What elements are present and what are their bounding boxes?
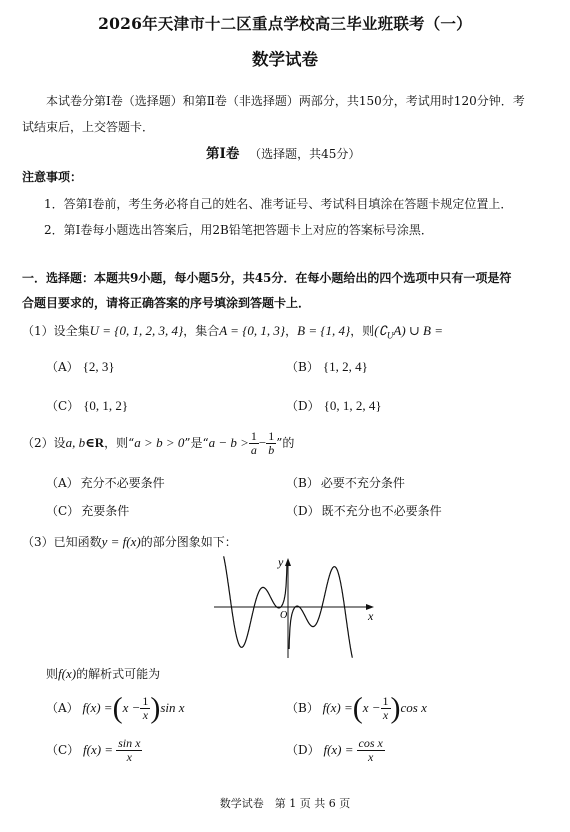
q1-expr-sub: U — [386, 330, 394, 341]
q3-ask-function: f(x) — [58, 666, 77, 681]
q1-text-c: ， — [285, 324, 298, 338]
q2-fraction-1-den: a — [250, 443, 257, 457]
q3-option-d-num: cos x — [358, 736, 383, 750]
q1-option-b-label: （B） — [286, 360, 319, 374]
q2-option-b-label: （B） — [286, 476, 319, 490]
q2-minus: − — [258, 435, 267, 450]
q3-option-c-num: sin x — [118, 736, 141, 750]
q3-option-a-num: 1 — [142, 694, 149, 708]
q2-option-a-text: 充分不必要条件 — [80, 476, 165, 490]
q2-fraction-1 — [249, 430, 259, 457]
section1-line-1: 一．选择题：本题共9小题，每小题5分，共45分．在每小题给出的四个选项中只有一项是符 — [22, 271, 512, 285]
q1-text-b: ，集合 — [183, 324, 220, 338]
q1-option-c-text: {0, 1, 2} — [83, 398, 129, 413]
q3-option-c-lhs: f(x) = — [83, 742, 114, 757]
q3-option-a-den: x — [142, 708, 149, 722]
q2-fraction-2 — [266, 430, 276, 457]
q2-fraction-2-den: b — [268, 443, 275, 457]
q2-option-b-text: 必要不充分条件 — [320, 476, 405, 490]
q3-option-b[interactable] — [286, 692, 427, 724]
q3-option-c-den: x — [126, 750, 132, 764]
q2-fraction-2-num: 1 — [268, 429, 275, 443]
q2-stem — [22, 430, 294, 457]
q1-option-c-label: （C） — [46, 399, 80, 413]
q2-text-c: ”是“ — [184, 436, 209, 450]
q1-option-c[interactable] — [46, 397, 128, 414]
y-axis-label: y — [278, 555, 284, 569]
q3-option-b-post: cos x — [400, 700, 427, 715]
q3-option-a[interactable] — [46, 692, 185, 724]
q2-text-b: ，则“ — [104, 436, 135, 450]
q3-function-graph — [208, 552, 380, 662]
q3-stem — [22, 533, 237, 550]
q3-option-d-lhs: f(x) = — [323, 742, 354, 757]
q1-stem — [22, 322, 443, 341]
q3-ask-b: 的解析式可能为 — [76, 667, 161, 681]
page-footer: 数学试卷 第 1 页 共 6 页 — [219, 797, 351, 810]
q1-option-d-label: （D） — [286, 399, 320, 413]
q2-fraction-1-num: 1 — [250, 429, 257, 443]
q3-option-a-fraction — [140, 695, 150, 722]
q3-option-d-fraction — [357, 737, 385, 764]
q2-text-d: ”的 — [276, 436, 295, 450]
notes-title: 注意事项： — [22, 170, 83, 184]
origin-label: O — [280, 610, 288, 621]
q1-option-b[interactable] — [286, 358, 368, 375]
q3-option-a-lhs: f(x) = — [82, 700, 113, 715]
q3-option-d-den: x — [368, 750, 374, 764]
q3-option-b-rparen: ) — [390, 691, 401, 725]
section1-line-2: 合题目要求的，请将正确答案的序号填涂到答题卡上． — [22, 296, 311, 310]
q2-option-a-label: （A） — [46, 476, 79, 490]
q3-ask-a: 则 — [46, 667, 59, 681]
q3-ask — [46, 665, 160, 682]
q2-option-d-text: 既不充分也不必要条件 — [321, 504, 442, 518]
q2-option-c[interactable] — [46, 502, 129, 519]
intro-line-2: 试结束后，上交答题卡． — [22, 120, 155, 134]
q3-option-b-den: x — [382, 708, 389, 722]
q3-option-b-label: （B） — [286, 701, 319, 715]
q3-option-a-post: sin x — [160, 700, 185, 715]
notes-item-2: 2．第Ⅰ卷每小题选出答案后，用2B铅笔把答题卡上对应的答案标号涂黑． — [44, 223, 433, 237]
exam-title: 2026年天津市十二区重点学校高三毕业班联考（一） — [98, 14, 472, 33]
q3-option-b-fraction — [381, 695, 391, 722]
q2-number: （2）设 — [22, 436, 66, 450]
q3-option-d-label: （D） — [286, 743, 320, 757]
q3-option-a-rparen: ) — [150, 691, 161, 725]
q3-option-c-label: （C） — [46, 743, 80, 757]
q3-option-a-pre: x − — [122, 700, 141, 715]
q2-option-a[interactable] — [46, 474, 165, 491]
q2-condition-1: a > b > 0 — [134, 435, 185, 450]
y-axis-arrow — [285, 558, 291, 566]
q3-number: （3）已知函数 — [22, 535, 102, 549]
q1-universal-set: U = {0, 1, 2, 3, 4} — [89, 323, 184, 338]
q1-text-d: ，则 — [350, 324, 375, 338]
q3-option-c[interactable] — [46, 734, 142, 766]
q2-vars: a, b — [65, 435, 86, 450]
q3-option-a-lparen: ( — [112, 691, 123, 725]
q2-option-d[interactable] — [286, 502, 442, 519]
intro-line-1: 本试卷分第Ⅰ卷（选择题）和第Ⅱ卷（非选择题）两部分，共150分，考试用时120分钟．考 — [46, 94, 525, 108]
q2-option-c-text: 充要条件 — [81, 504, 130, 518]
q2-option-c-label: （C） — [46, 504, 80, 518]
part1-heading: 第Ⅰ卷 — [206, 146, 240, 162]
q3-option-b-pre: x − — [362, 700, 381, 715]
q2-condition-2: a − b > — [208, 435, 249, 450]
q1-option-a-text: {2, 3} — [82, 359, 115, 374]
q1-option-a-label: （A） — [46, 360, 79, 374]
x-axis-label: x — [368, 609, 374, 623]
q1-set-b: B = {1, 4} — [297, 323, 351, 338]
q3-option-b-lparen: ( — [352, 691, 363, 725]
part1-heading-row — [206, 142, 360, 162]
notes-item-1: 1．答第Ⅰ卷前，考生务必将自己的姓名、准考证号、考试科目填涂在答题卡规定位置上． — [44, 197, 513, 211]
exam-subtitle: 数学试卷 — [252, 50, 318, 69]
q3-option-d[interactable] — [286, 734, 385, 766]
q1-expr-head: (∁ — [374, 323, 387, 338]
q1-expr-tail: A) ∪ B = — [393, 323, 444, 338]
q3-option-c-fraction — [116, 737, 142, 764]
q3-option-a-label: （A） — [46, 701, 79, 715]
q3-function: y = f(x) — [101, 534, 141, 549]
q1-number: （1）设全集 — [22, 324, 90, 338]
q1-option-a[interactable] — [46, 358, 115, 375]
q1-option-b-text: {1, 2, 4} — [322, 359, 368, 374]
q1-option-d-text: {0, 1, 2, 4} — [323, 398, 382, 413]
part1-heading-note: （选择题，共45分） — [249, 147, 361, 161]
q2-real-set: ∈R — [85, 435, 105, 450]
q1-set-a: A = {0, 1, 3} — [219, 323, 286, 338]
q2-option-d-label: （D） — [286, 504, 320, 518]
q2-option-b[interactable] — [286, 474, 405, 491]
q3-option-b-num: 1 — [382, 694, 389, 708]
q3-option-b-lhs: f(x) = — [322, 700, 353, 715]
q1-expression — [374, 323, 444, 341]
q1-option-d[interactable] — [286, 397, 382, 414]
q3-text-b: 的部分图象如下： — [140, 535, 237, 549]
